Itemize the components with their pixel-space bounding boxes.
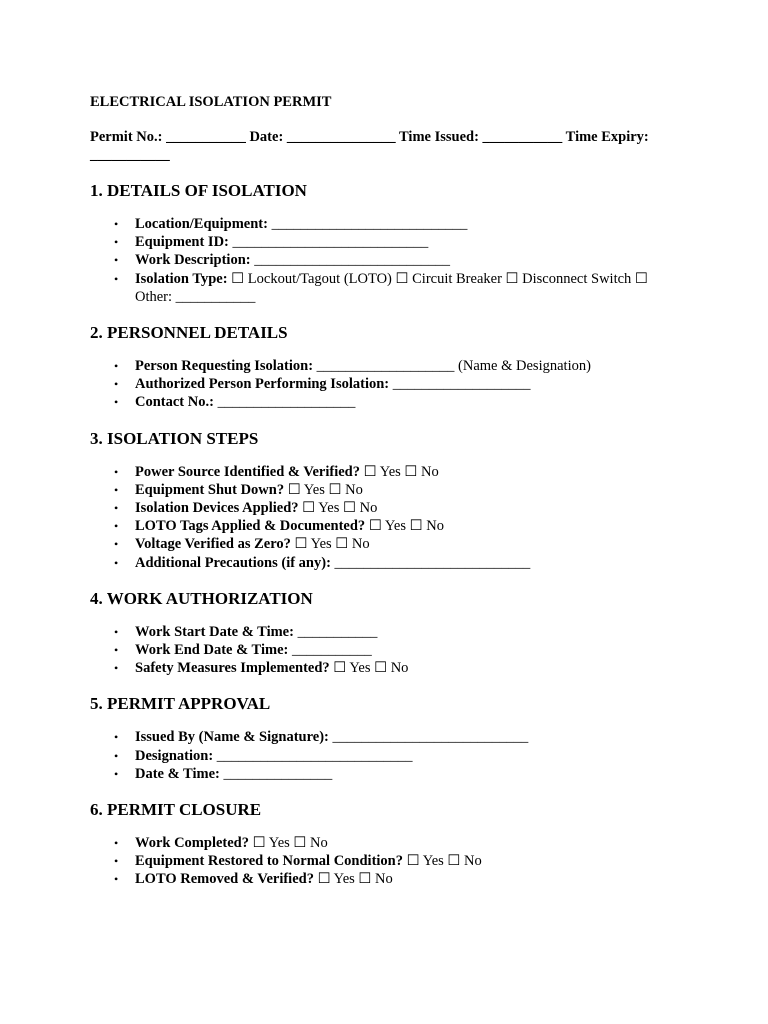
section-heading-work-authorization: 4. WORK AUTHORIZATION [90, 588, 313, 608]
field-value: ___________________ [389, 376, 531, 393]
field-value: ___________________________ [213, 747, 413, 764]
field-label: Isolation Type: [135, 270, 228, 287]
list-item [90, 463, 675, 481]
list-item [90, 554, 675, 572]
bullet-icon: • [114, 519, 119, 534]
bullet-icon: • [114, 730, 119, 745]
field-value: ☐ Lockout/Tagout (LOTO) ☐ Circuit Breaker ☐ Disconnect Switch ☐ Other: ___________ [135, 270, 648, 305]
field-value: ☐ Yes ☐ No [248, 835, 328, 852]
list-item [90, 357, 675, 375]
field-value: ☐ Yes ☐ No [313, 871, 393, 888]
field-value: ___________ [293, 623, 378, 640]
list-item [90, 215, 675, 233]
field-label: Equipment ID: [135, 234, 229, 251]
list-item [90, 728, 675, 746]
list-item [90, 270, 675, 306]
bullet-icon: • [114, 253, 119, 268]
document-title: ELECTRICAL ISOLATION PERMIT [90, 94, 332, 110]
permit-header-fields: Permit No.: ___________ Date: _______________ Time Issued: ___________ Time Expiry: ___________ [90, 129, 649, 163]
bullet-icon: • [114, 395, 119, 410]
list-item [90, 517, 675, 535]
field-label: Location/Equipment: [135, 216, 268, 232]
section-heading-details-of-isolation: 1. DETAILS OF ISOLATION [90, 181, 307, 200]
field-value: ☐ Yes ☐ No [298, 500, 378, 517]
bullet-icon: • [114, 501, 119, 516]
section-heading-personnel-details: 2. PERSONNEL DETAILS [90, 323, 288, 343]
field-value: ☐ Yes ☐ No [329, 660, 409, 677]
bullet-icon: • [114, 872, 119, 887]
field-label: Designation: [135, 747, 214, 764]
field-value: ☐ Yes ☐ No [365, 518, 444, 535]
list-item [90, 481, 675, 499]
list-item [90, 623, 675, 641]
field-label: Date & Time: [135, 765, 220, 782]
field-value: ☐ Yes ☐ No [403, 853, 482, 870]
field-label: LOTO Removed & Verified? [135, 871, 314, 888]
bullet-icon: • [114, 555, 119, 570]
field-value: _______________ [219, 765, 333, 782]
field-value: ___________________________ [250, 252, 450, 269]
list-item [90, 852, 675, 870]
field-value: ☐ Yes ☐ No [360, 463, 439, 480]
bullet-icon: • [114, 624, 119, 639]
list-item [90, 251, 675, 269]
list-item [90, 834, 675, 852]
bullet-icon: • [114, 836, 119, 851]
bullet-icon: • [114, 537, 119, 552]
list-item [90, 765, 675, 783]
section-list-permit-closure [90, 834, 690, 889]
field-value: ☐ Yes ☐ No [290, 536, 370, 553]
list-item [90, 393, 675, 411]
field-value: ___________________________ [228, 234, 429, 251]
field-label: LOTO Tags Applied & Documented? [135, 518, 366, 535]
field-label: Safety Measures Implemented? [135, 660, 330, 677]
list-item [90, 870, 675, 888]
section-list-isolation-steps [90, 463, 690, 572]
field-label: Work Completed? [135, 835, 249, 852]
field-value: ___________________________ [267, 216, 468, 232]
field-label: Person Requesting Isolation: [135, 358, 314, 375]
list-item [90, 535, 675, 553]
bullet-icon: • [114, 482, 119, 497]
field-label: Isolation Devices Applied? [135, 500, 299, 517]
field-value: ___________________ [213, 394, 356, 411]
list-item [90, 659, 675, 677]
section-list-details-of-isolation [90, 215, 690, 306]
field-value: ___________________________ [328, 729, 529, 746]
field-value: ___________________________ [330, 554, 531, 571]
bullet-icon: • [114, 766, 119, 781]
section-list-work-authorization [90, 623, 690, 678]
list-item [90, 233, 675, 251]
field-label: Equipment Restored to Normal Condition? [135, 853, 403, 870]
field-label: Work Description: [135, 252, 251, 269]
bullet-icon: • [114, 377, 119, 392]
field-label: Work End Date & Time: [135, 642, 289, 659]
list-item [90, 747, 675, 765]
bullet-icon: • [114, 235, 119, 250]
list-item [90, 375, 675, 393]
field-label: Equipment Shut Down? [135, 481, 285, 498]
field-label: Contact No.: [135, 394, 214, 411]
section-heading-isolation-steps: 3. ISOLATION STEPS [90, 428, 259, 448]
bullet-icon: • [114, 464, 119, 479]
section-heading-permit-approval: 5. PERMIT APPROVAL [90, 694, 271, 714]
section-list-personnel-details [90, 357, 690, 412]
field-label: Additional Precautions (if any): [135, 554, 331, 571]
bullet-icon: • [114, 661, 119, 676]
field-label: Authorized Person Performing Isolation: [135, 376, 390, 393]
bullet-icon: • [114, 643, 119, 658]
section-heading-permit-closure: 6. PERMIT CLOSURE [90, 800, 262, 820]
list-item [90, 499, 675, 517]
bullet-icon: • [114, 217, 119, 231]
field-label: Work Start Date & Time: [135, 623, 294, 640]
field-label: Power Source Identified & Verified? [135, 463, 360, 480]
permit-document [90, 93, 690, 889]
field-value: ___________________ (Name & Designation) [313, 358, 591, 375]
bullet-icon: • [114, 748, 119, 763]
field-label: Issued By (Name & Signature): [135, 729, 329, 746]
list-item [90, 641, 675, 659]
section-list-permit-approval [90, 728, 690, 783]
bullet-icon: • [114, 271, 119, 286]
bullet-icon: • [114, 359, 119, 374]
bullet-icon: • [114, 854, 119, 869]
field-value: ☐ Yes ☐ No [284, 481, 363, 498]
field-value: ___________ [288, 642, 372, 659]
field-label: Voltage Verified as Zero? [135, 536, 291, 553]
